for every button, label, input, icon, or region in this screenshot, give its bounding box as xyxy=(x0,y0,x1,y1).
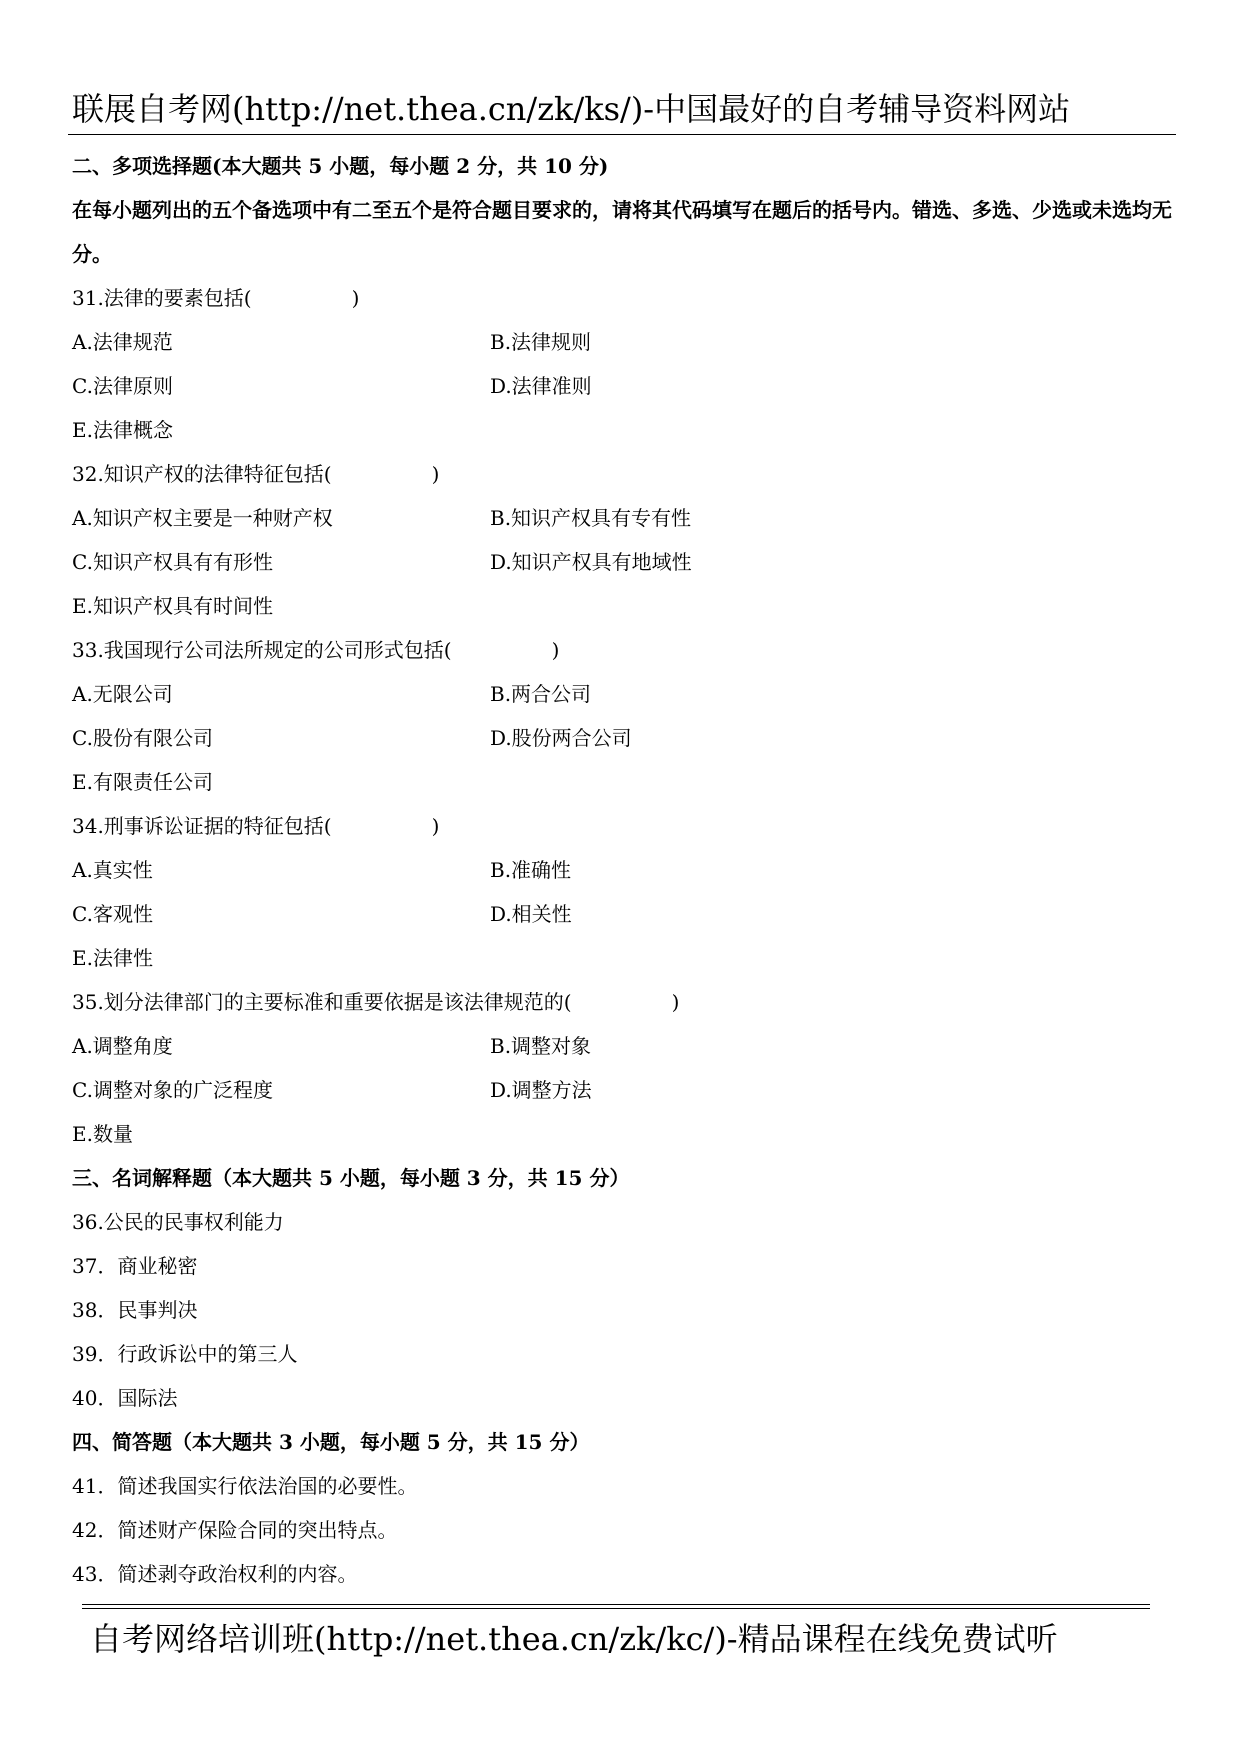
option-row xyxy=(72,1024,1182,1068)
question-stem: 31.法律的要素包括( ) xyxy=(72,286,360,310)
header-rule xyxy=(68,134,1176,135)
option-row xyxy=(72,848,1182,892)
option-c: C.调整对象的广泛程度 xyxy=(72,1078,273,1102)
option-row xyxy=(72,1068,1182,1112)
section3-title: 三、名词解释题（本大题共 5 小题，每小题 3 分，共 15 分） xyxy=(72,1166,630,1190)
option-row xyxy=(72,672,1182,716)
option-c: C.客观性 xyxy=(72,902,153,926)
term-item: 38．民事判决 xyxy=(72,1298,198,1322)
option-c: C.法律原则 xyxy=(72,374,173,398)
term-item: 39．行政诉讼中的第三人 xyxy=(72,1342,298,1366)
question-stem: 34.刑事诉讼证据的特征包括( ) xyxy=(72,814,440,838)
section4-title: 四、简答题（本大题共 3 小题，每小题 5 分，共 15 分） xyxy=(72,1430,590,1454)
option-b: B.知识产权具有专有性 xyxy=(490,506,692,530)
option-a: A.知识产权主要是一种财产权 xyxy=(72,506,333,530)
option-e: E.知识产权具有时间性 xyxy=(72,594,273,618)
option-a: A.真实性 xyxy=(72,858,153,882)
page-footer: 自考网络培训班(http://net.thea.cn/zk/kc/)-精品课程在线免费试听 xyxy=(90,1620,1058,1658)
option-a: A.无限公司 xyxy=(72,682,173,706)
option-e: E.数量 xyxy=(72,1122,133,1146)
option-b: B.准确性 xyxy=(490,858,572,882)
option-row xyxy=(72,892,1182,936)
question-stem: 35.划分法律部门的主要标准和重要依据是该法律规范的( ) xyxy=(72,990,680,1014)
short-answer-item: 43．简述剥夺政治权利的内容。 xyxy=(72,1562,358,1586)
option-d: D.调整方法 xyxy=(490,1078,592,1102)
option-d: D.股份两合公司 xyxy=(490,726,632,750)
option-e: E.法律性 xyxy=(72,946,153,970)
question-stem: 32.知识产权的法律特征包括( ) xyxy=(72,462,440,486)
short-answer-item: 41．简述我国实行依法治国的必要性。 xyxy=(72,1474,418,1498)
option-row xyxy=(72,540,1182,584)
option-a: A.法律规范 xyxy=(72,330,173,354)
option-row xyxy=(72,320,1182,364)
option-d: D.相关性 xyxy=(490,902,572,926)
section2-title: 二、多项选择题(本大题共 5 小题，每小题 2 分，共 10 分) xyxy=(72,154,609,178)
option-row xyxy=(72,496,1182,540)
option-d: D.法律准则 xyxy=(490,374,592,398)
term-item: 36.公民的民事权利能力 xyxy=(72,1210,284,1234)
short-answer-item: 42．简述财产保险合同的突出特点。 xyxy=(72,1518,398,1542)
option-row xyxy=(72,364,1182,408)
option-b: B.两合公司 xyxy=(490,682,592,706)
option-b: B.法律规则 xyxy=(490,330,592,354)
term-item: 37．商业秘密 xyxy=(72,1254,198,1278)
option-e: E.法律概念 xyxy=(72,418,173,442)
option-row xyxy=(72,716,1182,760)
option-c: C.知识产权具有有形性 xyxy=(72,550,273,574)
option-a: A.调整角度 xyxy=(72,1034,173,1058)
question-stem: 33.我国现行公司法所规定的公司形式包括( ) xyxy=(72,638,560,662)
option-e: E.有限责任公司 xyxy=(72,770,213,794)
term-item: 40．国际法 xyxy=(72,1386,178,1410)
exam-content xyxy=(72,144,1182,1596)
option-c: C.股份有限公司 xyxy=(72,726,213,750)
footer-rule xyxy=(82,1604,1150,1609)
page-header: 联展自考网(http://net.thea.cn/zk/ks/)-中国最好的自考辅导资料网站 xyxy=(72,90,1071,128)
option-d: D.知识产权具有地域性 xyxy=(490,550,692,574)
option-b: B.调整对象 xyxy=(490,1034,592,1058)
section2-instruction: 在每小题列出的五个备选项中有二至五个是符合题目要求的，请将其代码填写在题后的括号内。错选、多选、少选或未选均无分。 xyxy=(72,198,1172,266)
